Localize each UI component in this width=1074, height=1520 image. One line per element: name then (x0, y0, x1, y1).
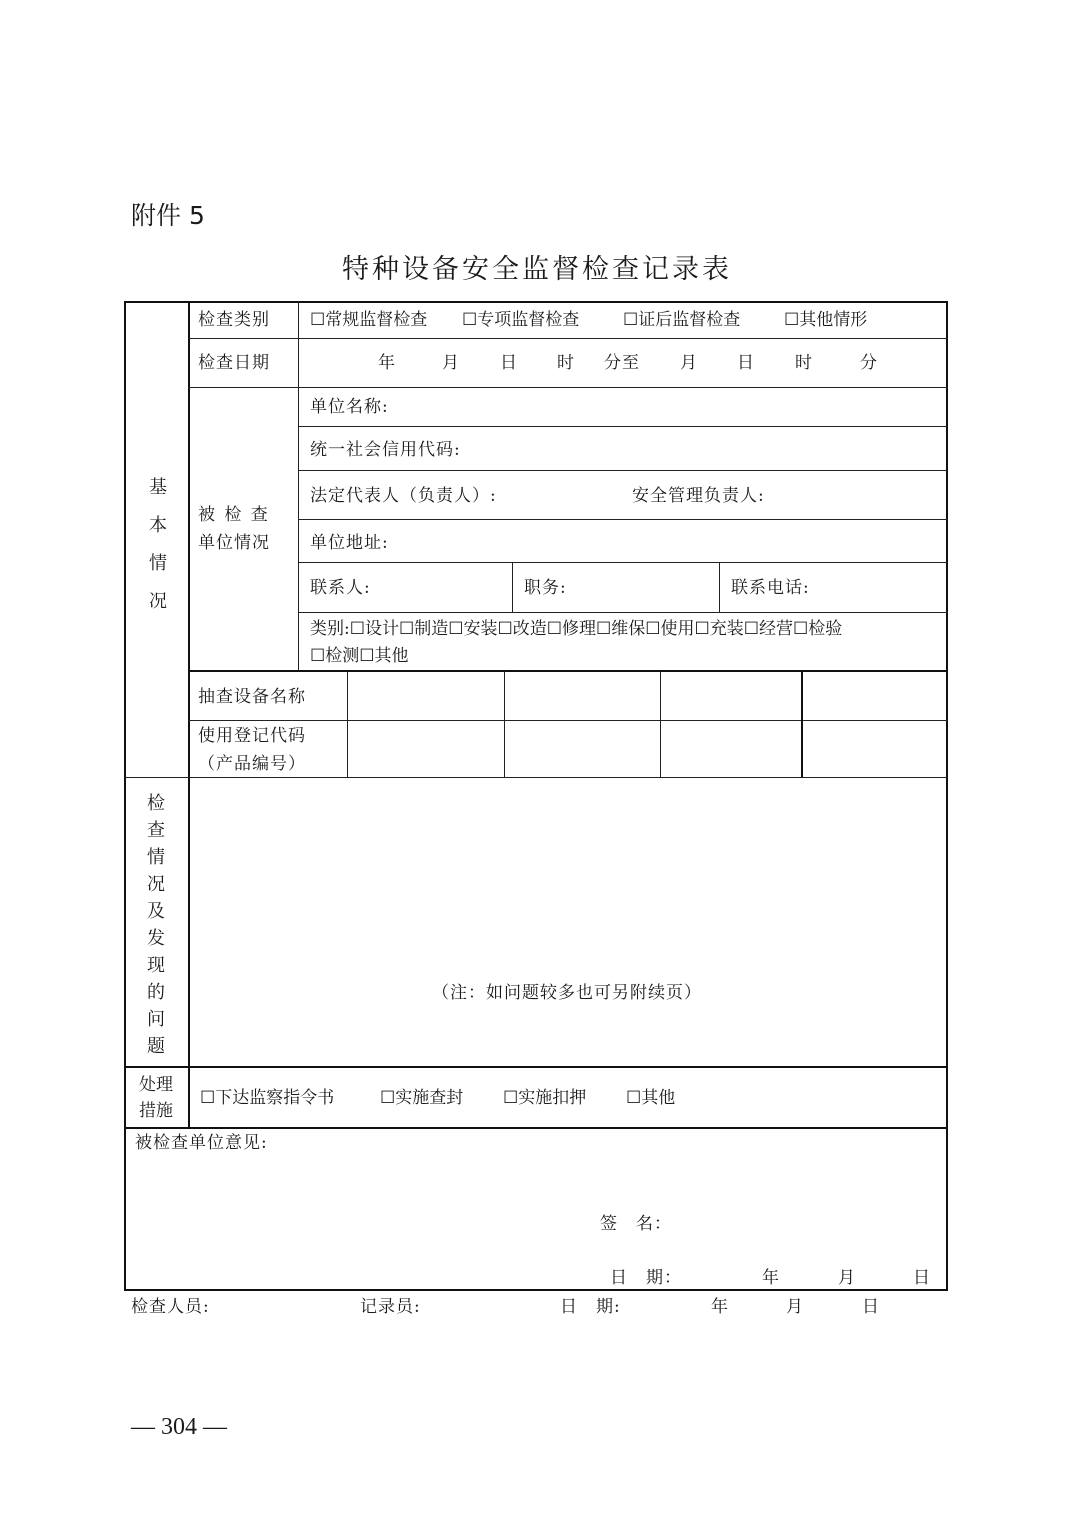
checkbox-inspection[interactable]: ☐ 检验 (793, 619, 842, 639)
date-unit-end-hour[interactable]: 时 (795, 353, 813, 373)
checkbox-installation[interactable]: ☐ 安装 (448, 619, 497, 639)
checkbox-other-measure[interactable]: ☐ 其他 (626, 1088, 675, 1108)
checkbox-manufacture[interactable]: ☐ 制造 (399, 619, 448, 639)
registration-code-cell-2[interactable] (506, 722, 659, 776)
legal-representative-field[interactable]: 法定代表人（负责人）: (310, 486, 497, 506)
annex-label: 附件 5 (131, 201, 205, 230)
page-number: — 304 — (131, 1414, 227, 1440)
signature-field[interactable]: 签 名： (600, 1214, 672, 1234)
checkbox-detain[interactable]: ☐ 实施扣押 (503, 1088, 586, 1108)
equipment-name-cell-4[interactable] (804, 672, 946, 719)
checkbox-routine-inspection[interactable]: ☐ 常规监督检查 (310, 310, 427, 330)
recorder-field[interactable]: 记录员: (360, 1297, 421, 1317)
checkbox-repair[interactable]: ☐ 修理 (547, 619, 596, 639)
category-row-2 (310, 646, 409, 666)
checkbox-maintenance[interactable]: ☐ 维保 (596, 619, 645, 639)
date-unit-month[interactable]: 月 (442, 353, 460, 373)
safety-manager-field[interactable]: 安全管理负责人: (632, 486, 765, 506)
registration-code-cell-1[interactable] (349, 722, 503, 776)
checkbox-post-license-inspection[interactable]: ☐ 证后监督检查 (623, 310, 740, 330)
unit-opinion-label: 被检查单位意见: (135, 1133, 268, 1153)
checkbox-seal-up[interactable]: ☐ 实施查封 (380, 1088, 463, 1108)
inspect-date-label: 检查日期 (198, 353, 270, 373)
position-field[interactable]: 职务: (524, 578, 567, 598)
findings-section-label: 检查情况及发现的问题 (147, 793, 165, 1057)
checkbox-issue-directive[interactable]: ☐ 下达监察指令书 (200, 1088, 334, 1108)
date-unit-end-minute[interactable]: 分 (860, 353, 878, 373)
equipment-name-label: 抽查设备名称 (198, 687, 306, 707)
measures-label-line1: 处理 (139, 1075, 173, 1095)
date-unit-end-day[interactable]: 日 (737, 353, 755, 373)
equipment-name-cell-1[interactable] (349, 672, 503, 719)
checkbox-special-inspection[interactable]: ☐ 专项监督检查 (462, 310, 579, 330)
registration-code-cell-3[interactable] (662, 722, 800, 776)
checkbox-filling[interactable]: ☐ 充装 (694, 619, 743, 639)
checkbox-use[interactable]: ☐ 使用 (645, 619, 694, 639)
credit-code-field[interactable]: 统一社会信用代码: (310, 440, 461, 460)
footer-date-month[interactable]: 月 (786, 1297, 804, 1317)
date-unit-minute-to[interactable]: 分至 (604, 353, 640, 373)
checkbox-other-situation[interactable]: ☐ 其他情形 (784, 310, 867, 330)
form-title: 特种设备安全监督检查记录表 (342, 254, 732, 285)
contact-phone-field[interactable]: 联系电话: (731, 578, 810, 598)
footer-date-day[interactable]: 日 (862, 1297, 880, 1317)
category-label: 类别: (310, 619, 350, 639)
footer-date-label: 日 期: (560, 1297, 621, 1317)
checkbox-other-category[interactable]: ☐ 其他 (359, 646, 408, 666)
unit-opinion-text-area[interactable] (126, 1155, 946, 1205)
opinion-date-label: 日 期： (610, 1268, 682, 1288)
checkbox-design[interactable]: ☐ 设计 (350, 619, 399, 639)
registration-code-label-line2: （产品编号） (198, 754, 306, 774)
opinion-date-year[interactable]: 年 (762, 1268, 780, 1288)
inspected-unit-label-line1: 被 检 查 (198, 505, 270, 525)
date-unit-hour[interactable]: 时 (557, 353, 575, 373)
equipment-name-cell-2[interactable] (506, 672, 659, 719)
checkbox-operation[interactable]: ☐ 经营 (744, 619, 793, 639)
findings-note: （注：如问题较多也可另附续页） (432, 983, 702, 1003)
contact-person-field[interactable]: 联系人: (310, 578, 371, 598)
opinion-date-day[interactable]: 日 (913, 1268, 931, 1288)
checkbox-modification[interactable]: ☐ 改造 (497, 619, 546, 639)
measures-label-line2: 措施 (139, 1101, 173, 1121)
inspected-unit-label-line2: 单位情况 (198, 533, 270, 553)
inspect-type-label: 检查类别 (198, 310, 270, 330)
unit-address-field[interactable]: 单位地址: (310, 533, 389, 553)
registration-code-cell-4[interactable] (804, 722, 946, 776)
registration-code-label-line1: 使用登记代码 (198, 726, 306, 746)
equipment-name-cell-3[interactable] (662, 672, 800, 719)
opinion-date-month[interactable]: 月 (838, 1268, 856, 1288)
footer-date-year[interactable]: 年 (711, 1297, 729, 1317)
unit-name-field[interactable]: 单位名称: (310, 397, 389, 417)
inspector-field[interactable]: 检查人员: (131, 1297, 210, 1317)
findings-text-area[interactable] (190, 779, 946, 1065)
checkbox-testing[interactable]: ☐ 检测 (310, 646, 359, 666)
basic-info-section-label: 基本情况 (149, 477, 167, 612)
date-unit-year[interactable]: 年 (378, 353, 396, 373)
date-unit-day[interactable]: 日 (500, 353, 518, 373)
category-row-1 (310, 619, 842, 639)
date-unit-end-month[interactable]: 月 (680, 353, 698, 373)
